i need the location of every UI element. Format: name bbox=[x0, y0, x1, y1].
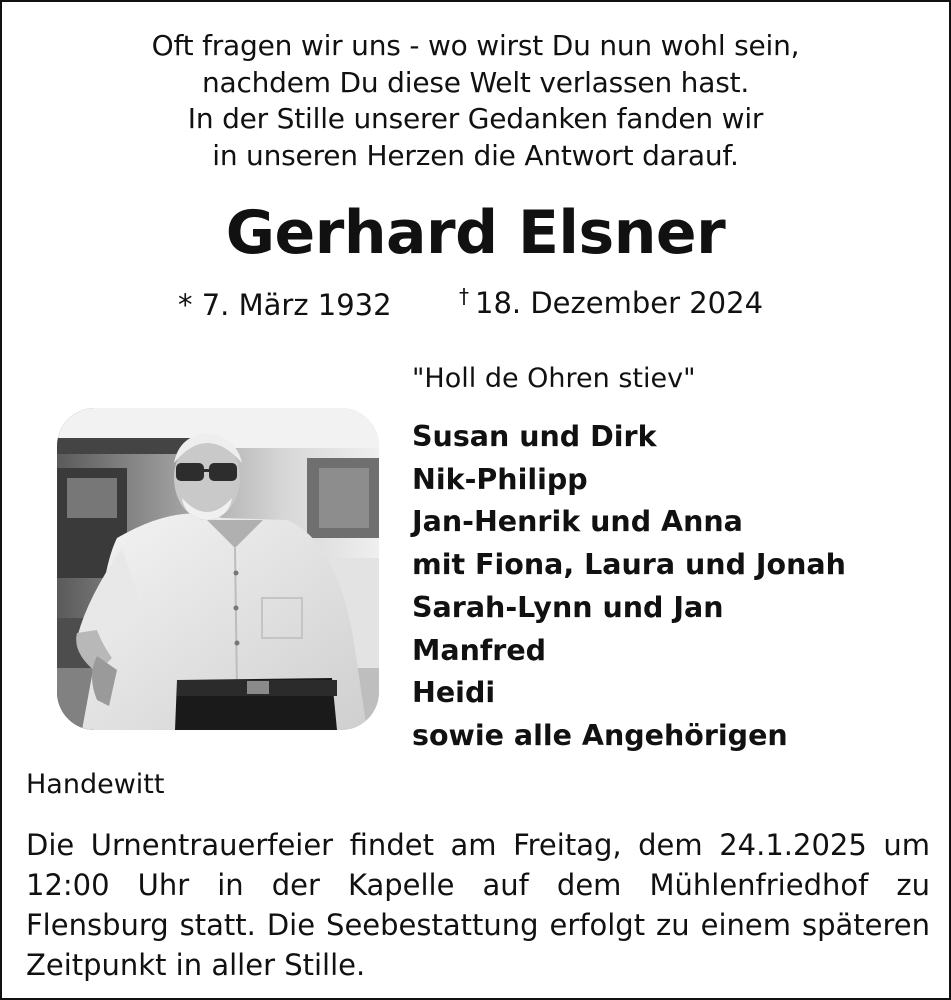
mourner: Sarah-Lynn und Jan bbox=[412, 590, 724, 624]
poem-line: nachdem Du diese Welt verlassen hast. bbox=[201, 65, 750, 99]
poem-line: Oft fragen wir uns - wo wirst Du nun wohl sein, bbox=[151, 29, 800, 62]
place: Handewitt bbox=[26, 769, 165, 800]
funeral-notice: Die Urnentrauerfeier findet am Freitag, dem 24.1.2025 um 12:00 Uhr in der Kapelle auf dem Mühlenfriedhof zu Flensburg statt. Die Seebestattung erfolgt zu einem späteren Zeitpunkt in aller Stille. bbox=[26, 828, 930, 982]
death-date-line bbox=[459, 284, 763, 320]
poem bbox=[2, 28, 949, 174]
portrait-photo bbox=[57, 408, 379, 730]
dagger-icon: † bbox=[459, 284, 469, 308]
poem-line: in unseren Herzen die Antwort darauf. bbox=[212, 138, 739, 172]
mourner: Susan und Dirk bbox=[412, 420, 657, 453]
mourner: mit Fiona, Laura und Jonah bbox=[412, 548, 846, 582]
birth-date: * 7. März 1932 bbox=[178, 288, 392, 322]
motto: "Holl de Ohren stiev" bbox=[412, 363, 696, 394]
mourner: Heidi bbox=[412, 676, 496, 710]
mourner: sowie alle Angehörigen bbox=[412, 718, 788, 752]
mourners-list bbox=[412, 416, 846, 758]
mourner: Nik-Philipp bbox=[412, 462, 588, 496]
portrait-image bbox=[57, 408, 379, 730]
poem-line: In der Stille unserer Gedanken fanden wir bbox=[187, 102, 764, 135]
mourner: Manfred bbox=[412, 633, 547, 667]
death-date: 18. Dezember 2024 bbox=[475, 286, 764, 320]
mourner: Jan-Henrik und Anna bbox=[412, 505, 743, 539]
deceased-name: Gerhard Elsner bbox=[225, 198, 726, 268]
